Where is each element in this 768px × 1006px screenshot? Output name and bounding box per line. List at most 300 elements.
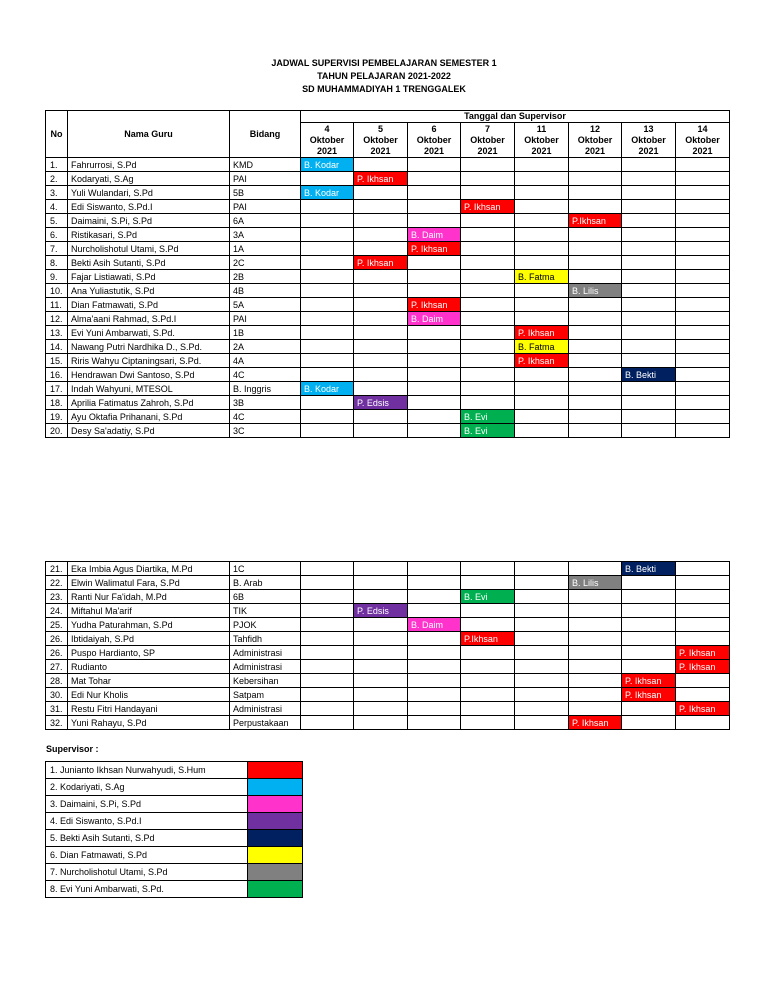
empty-cell <box>569 354 622 368</box>
row-number: 30. <box>46 688 68 702</box>
empty-cell <box>676 298 730 312</box>
table-row <box>46 256 730 270</box>
row-number: 4. <box>46 200 68 214</box>
subject: PAI <box>230 312 301 326</box>
header-date-2 <box>408 123 461 158</box>
empty-cell <box>408 410 461 424</box>
empty-cell <box>301 576 354 590</box>
teacher-name: Yuli Wulandari, S.Pd <box>68 186 230 200</box>
table-row <box>46 242 730 256</box>
subject: Tahfidh <box>230 632 301 646</box>
empty-cell <box>301 312 354 326</box>
empty-cell <box>301 200 354 214</box>
header-tanggal-supervisor: Tanggal dan Supervisor <box>301 111 730 123</box>
empty-cell <box>461 242 515 256</box>
empty-cell <box>301 410 354 424</box>
header-date-line: 2021 <box>423 145 445 156</box>
legend-row <box>46 779 303 796</box>
empty-cell <box>515 618 569 632</box>
empty-cell <box>354 242 408 256</box>
empty-cell <box>408 382 461 396</box>
header-date-line: 2021 <box>638 145 659 156</box>
empty-cell <box>622 382 676 396</box>
empty-cell <box>622 354 676 368</box>
subject: TIK <box>230 604 301 618</box>
empty-cell <box>461 186 515 200</box>
teacher-name: Dian Fatmawati, S.Pd <box>68 298 230 312</box>
supervisor-cell: B. Evi <box>461 590 515 604</box>
empty-cell <box>622 270 676 284</box>
subject: 4A <box>230 354 301 368</box>
teacher-name: Eka Imbia Agus Diartika, M.Pd <box>68 562 230 576</box>
empty-cell <box>301 340 354 354</box>
empty-cell <box>408 646 461 660</box>
table-row <box>46 228 730 242</box>
empty-cell <box>461 716 515 730</box>
empty-cell <box>354 618 408 632</box>
supervisor-cell: P. Ikhsan <box>461 200 515 214</box>
empty-cell <box>569 256 622 270</box>
row-number: 28. <box>46 674 68 688</box>
empty-cell <box>676 172 730 186</box>
empty-cell <box>622 632 676 646</box>
header-date-line: Oktober <box>470 134 505 145</box>
empty-cell <box>515 674 569 688</box>
empty-cell <box>569 688 622 702</box>
supervisor-cell: P. Ikhsan <box>354 172 408 186</box>
empty-cell <box>676 576 730 590</box>
empty-cell <box>461 312 515 326</box>
row-number: 26. <box>46 632 68 646</box>
empty-cell <box>301 590 354 604</box>
row-number: 7. <box>46 242 68 256</box>
teacher-name: Rudianto <box>68 660 230 674</box>
empty-cell <box>622 214 676 228</box>
empty-cell <box>569 590 622 604</box>
table-row <box>46 186 730 200</box>
header-date-line: 2021 <box>531 145 552 156</box>
supervisor-cell: B. Daim <box>408 618 461 632</box>
empty-cell <box>301 396 354 410</box>
empty-cell <box>515 158 569 172</box>
empty-cell <box>354 702 408 716</box>
empty-cell <box>408 716 461 730</box>
empty-cell <box>622 576 676 590</box>
supervisor-cell: B. Lilis <box>569 284 622 298</box>
empty-cell <box>408 354 461 368</box>
supervisor-cell: P. Ikhsan <box>676 646 730 660</box>
empty-cell <box>515 660 569 674</box>
teacher-name: Ibtidaiyah, S.Pd <box>68 632 230 646</box>
empty-cell <box>622 410 676 424</box>
empty-cell <box>301 284 354 298</box>
empty-cell <box>301 298 354 312</box>
teacher-name: Indah Wahyuni, MTESOL <box>68 382 230 396</box>
empty-cell <box>676 410 730 424</box>
teacher-name: Edi Nur Kholis <box>68 688 230 702</box>
teacher-name: Yuni Rahayu, S.Pd <box>68 716 230 730</box>
table-row <box>46 590 730 604</box>
empty-cell <box>301 618 354 632</box>
empty-cell <box>408 340 461 354</box>
teacher-name: Daimaini, S.Pi, S.Pd <box>68 214 230 228</box>
empty-cell <box>461 368 515 382</box>
empty-cell <box>461 562 515 576</box>
row-number: 9. <box>46 270 68 284</box>
header-date-line: 2021 <box>692 145 713 156</box>
header-no: No <box>46 111 68 158</box>
empty-cell <box>301 326 354 340</box>
empty-cell <box>515 256 569 270</box>
supervisor-cell: B. Daim <box>408 312 461 326</box>
legend-color-swatch <box>248 813 303 830</box>
subject: PAI <box>230 172 301 186</box>
header-date-line: 13 <box>643 123 654 134</box>
header-date-line: Oktober <box>524 134 559 145</box>
empty-cell <box>569 618 622 632</box>
teacher-name: Riris Wahyu Ciptaningsari, S.Pd. <box>68 354 230 368</box>
empty-cell <box>676 674 730 688</box>
teacher-name: Miftahul Ma'arif <box>68 604 230 618</box>
teacher-name: Elwin Walimatul Fara, S.Pd <box>68 576 230 590</box>
legend-label: 8. Evi Yuni Ambarwati, S.Pd. <box>46 881 248 898</box>
subject: Administrasi <box>230 702 301 716</box>
header-date-line: 2021 <box>316 145 338 156</box>
empty-cell <box>301 368 354 382</box>
empty-cell <box>569 200 622 214</box>
empty-cell <box>622 396 676 410</box>
empty-cell <box>515 590 569 604</box>
empty-cell <box>354 186 408 200</box>
table-row <box>46 326 730 340</box>
supervisor-cell: B. Bekti <box>622 562 676 576</box>
subject: Satpam <box>230 688 301 702</box>
teacher-name: Fajar Listiawati, S.Pd <box>68 270 230 284</box>
subject: 3B <box>230 396 301 410</box>
table-row <box>46 200 730 214</box>
empty-cell <box>622 158 676 172</box>
empty-cell <box>622 172 676 186</box>
empty-cell <box>515 242 569 256</box>
legend-color-swatch <box>248 881 303 898</box>
empty-cell <box>676 256 730 270</box>
teacher-name: Alma'aani Rahmad, S.Pd.I <box>68 312 230 326</box>
legend-label: 5. Bekti Asih Sutanti, S.Pd <box>46 830 248 847</box>
empty-cell <box>515 424 569 438</box>
empty-cell <box>408 270 461 284</box>
subject: Kebersihan <box>230 674 301 688</box>
empty-cell <box>515 312 569 326</box>
supervisor-cell: B. Daim <box>408 228 461 242</box>
empty-cell <box>461 340 515 354</box>
legend-label: 7. Nurcholishotul Utami, S.Pd <box>46 864 248 881</box>
teacher-name: Mat Tohar <box>68 674 230 688</box>
table-row <box>46 702 730 716</box>
teacher-name: Ranti Nur Fa'idah, M.Pd <box>68 590 230 604</box>
legend-row <box>46 881 303 898</box>
row-number: 23. <box>46 590 68 604</box>
empty-cell <box>515 228 569 242</box>
empty-cell <box>515 688 569 702</box>
empty-cell <box>676 604 730 618</box>
empty-cell <box>461 354 515 368</box>
row-number: 26. <box>46 646 68 660</box>
empty-cell <box>354 382 408 396</box>
supervisor-cell: P. Ikhsan <box>676 702 730 716</box>
header-date-line: 2021 <box>370 145 391 156</box>
empty-cell <box>622 312 676 326</box>
empty-cell <box>622 716 676 730</box>
legend-row <box>46 830 303 847</box>
empty-cell <box>622 326 676 340</box>
table-row <box>46 674 730 688</box>
table-row <box>46 298 730 312</box>
table-row <box>46 396 730 410</box>
empty-cell <box>408 158 461 172</box>
header-nama-guru: Nama Guru <box>68 111 230 158</box>
empty-cell <box>408 326 461 340</box>
row-number: 2. <box>46 172 68 186</box>
empty-cell <box>676 158 730 172</box>
table-row <box>46 312 730 326</box>
title-line-2: TAHUN PELAJARAN 2021-2022 <box>317 71 451 81</box>
empty-cell <box>622 702 676 716</box>
empty-cell <box>515 284 569 298</box>
empty-cell <box>354 298 408 312</box>
legend-color-swatch <box>248 779 303 796</box>
empty-cell <box>408 660 461 674</box>
legend-label: 3. Daimaini, S.Pi, S.Pd <box>46 796 248 813</box>
empty-cell <box>569 312 622 326</box>
empty-cell <box>354 632 408 646</box>
empty-cell <box>301 214 354 228</box>
header-date-line: Oktober <box>309 134 345 145</box>
empty-cell <box>354 576 408 590</box>
empty-cell <box>515 716 569 730</box>
empty-cell <box>515 172 569 186</box>
empty-cell <box>301 172 354 186</box>
empty-cell <box>622 284 676 298</box>
empty-cell <box>461 284 515 298</box>
header-date-0 <box>301 123 354 158</box>
empty-cell <box>301 604 354 618</box>
row-number: 5. <box>46 214 68 228</box>
empty-cell <box>622 242 676 256</box>
empty-cell <box>354 660 408 674</box>
row-number: 11. <box>46 298 68 312</box>
empty-cell <box>461 228 515 242</box>
legend-row <box>46 864 303 881</box>
empty-cell <box>676 270 730 284</box>
supervisor-cell: B. Lilis <box>569 576 622 590</box>
header-date-line: Oktober <box>363 134 398 145</box>
subject: Perpustakaan <box>230 716 301 730</box>
empty-cell <box>676 396 730 410</box>
empty-cell <box>354 270 408 284</box>
subject: 4C <box>230 368 301 382</box>
empty-cell <box>676 424 730 438</box>
header-date-line: Oktober <box>577 134 613 145</box>
empty-cell <box>676 688 730 702</box>
header-date-line: 5 <box>377 123 383 134</box>
empty-cell <box>354 674 408 688</box>
empty-cell <box>676 284 730 298</box>
empty-cell <box>676 214 730 228</box>
empty-cell <box>301 646 354 660</box>
empty-cell <box>515 382 569 396</box>
empty-cell <box>354 200 408 214</box>
row-number: 27. <box>46 660 68 674</box>
header-date-7 <box>676 123 730 158</box>
header-date-5 <box>569 123 622 158</box>
empty-cell <box>569 660 622 674</box>
teacher-name: Ana Yuliastutik, S.Pd <box>68 284 230 298</box>
empty-cell <box>515 298 569 312</box>
supervisor-cell: B. Fatma <box>515 270 569 284</box>
teacher-name: Fahrurrosi, S.Pd <box>68 158 230 172</box>
empty-cell <box>569 562 622 576</box>
empty-cell <box>676 716 730 730</box>
empty-cell <box>622 618 676 632</box>
empty-cell <box>461 674 515 688</box>
supervisor-cell: P. Ikhsan <box>515 354 569 368</box>
supervisor-cell: P.Ikhsan <box>569 214 622 228</box>
header-date-6 <box>622 123 676 158</box>
table-row <box>46 410 730 424</box>
empty-cell <box>676 382 730 396</box>
empty-cell <box>569 340 622 354</box>
teacher-name: Restu Fitri Handayani <box>68 702 230 716</box>
empty-cell <box>515 632 569 646</box>
teacher-name: Edi Siswanto, S.Pd.I <box>68 200 230 214</box>
schedule-rows-2 <box>46 562 730 730</box>
empty-cell <box>354 368 408 382</box>
supervisor-cell: P. Ikhsan <box>408 242 461 256</box>
empty-cell <box>354 228 408 242</box>
schedule-rows-1 <box>46 158 730 438</box>
supervisor-cell: P. Ikhsan <box>354 256 408 270</box>
empty-cell <box>301 242 354 256</box>
subject: Administrasi <box>230 646 301 660</box>
empty-cell <box>515 410 569 424</box>
row-number: 20. <box>46 424 68 438</box>
empty-cell <box>354 590 408 604</box>
empty-cell <box>354 158 408 172</box>
empty-cell <box>569 702 622 716</box>
legend-color-swatch <box>248 847 303 864</box>
empty-cell <box>569 172 622 186</box>
subject: KMD <box>230 158 301 172</box>
empty-cell <box>461 618 515 632</box>
empty-cell <box>569 382 622 396</box>
empty-cell <box>569 396 622 410</box>
empty-cell <box>461 604 515 618</box>
table-row <box>46 604 730 618</box>
empty-cell <box>569 298 622 312</box>
empty-cell <box>301 270 354 284</box>
empty-cell <box>676 632 730 646</box>
empty-cell <box>569 228 622 242</box>
table-row <box>46 646 730 660</box>
subject: Administrasi <box>230 660 301 674</box>
empty-cell <box>676 590 730 604</box>
supervisor-cell: B. Kodar <box>301 186 354 200</box>
teacher-name: Nurcholishotul Utami, S.Pd <box>68 242 230 256</box>
empty-cell <box>676 228 730 242</box>
row-number: 6. <box>46 228 68 242</box>
subject: 5A <box>230 298 301 312</box>
subject: 5B <box>230 186 301 200</box>
header-date-line: 2021 <box>477 145 498 156</box>
table-row <box>46 214 730 228</box>
empty-cell <box>569 158 622 172</box>
subject: 4C <box>230 410 301 424</box>
subject: 3C <box>230 424 301 438</box>
row-number: 13. <box>46 326 68 340</box>
empty-cell <box>622 186 676 200</box>
legend-color-swatch <box>248 796 303 813</box>
empty-cell <box>569 368 622 382</box>
empty-cell <box>622 340 676 354</box>
empty-cell <box>676 368 730 382</box>
empty-cell <box>461 382 515 396</box>
supervisor-cell: P. Edsis <box>354 396 408 410</box>
row-number: 32. <box>46 716 68 730</box>
header-date-3 <box>461 123 515 158</box>
empty-cell <box>676 312 730 326</box>
empty-cell <box>408 256 461 270</box>
teacher-name: Puspo Hardianto, SP <box>68 646 230 660</box>
empty-cell <box>301 674 354 688</box>
subject: 6B <box>230 590 301 604</box>
table-row <box>46 270 730 284</box>
empty-cell <box>515 604 569 618</box>
empty-cell <box>622 424 676 438</box>
teacher-name: Kodaryati, S.Ag <box>68 172 230 186</box>
header-date-line: 11 <box>536 123 547 134</box>
supervisor-legend <box>45 761 303 898</box>
supervisor-cell: P.Ikhsan <box>461 632 515 646</box>
table-row <box>46 158 730 172</box>
table-row <box>46 660 730 674</box>
empty-cell <box>408 172 461 186</box>
row-number: 1. <box>46 158 68 172</box>
empty-cell <box>408 674 461 688</box>
teacher-name: Yudha Paturahman, S.Pd <box>68 618 230 632</box>
empty-cell <box>515 186 569 200</box>
empty-cell <box>461 256 515 270</box>
empty-cell <box>676 354 730 368</box>
row-number: 12. <box>46 312 68 326</box>
title-line-1: JADWAL SUPERVISI PEMBELAJARAN SEMESTER 1 <box>271 58 497 68</box>
empty-cell <box>515 562 569 576</box>
empty-cell <box>461 270 515 284</box>
empty-cell <box>354 646 408 660</box>
empty-cell <box>408 284 461 298</box>
subject: PJOK <box>230 618 301 632</box>
empty-cell <box>408 590 461 604</box>
empty-cell <box>622 298 676 312</box>
empty-cell <box>301 228 354 242</box>
supervisor-cell: B. Bekti <box>622 368 676 382</box>
empty-cell <box>676 242 730 256</box>
empty-cell <box>301 688 354 702</box>
empty-cell <box>354 410 408 424</box>
empty-cell <box>515 576 569 590</box>
subject: 2A <box>230 340 301 354</box>
schedule-table-part-2 <box>45 561 730 730</box>
empty-cell <box>408 632 461 646</box>
